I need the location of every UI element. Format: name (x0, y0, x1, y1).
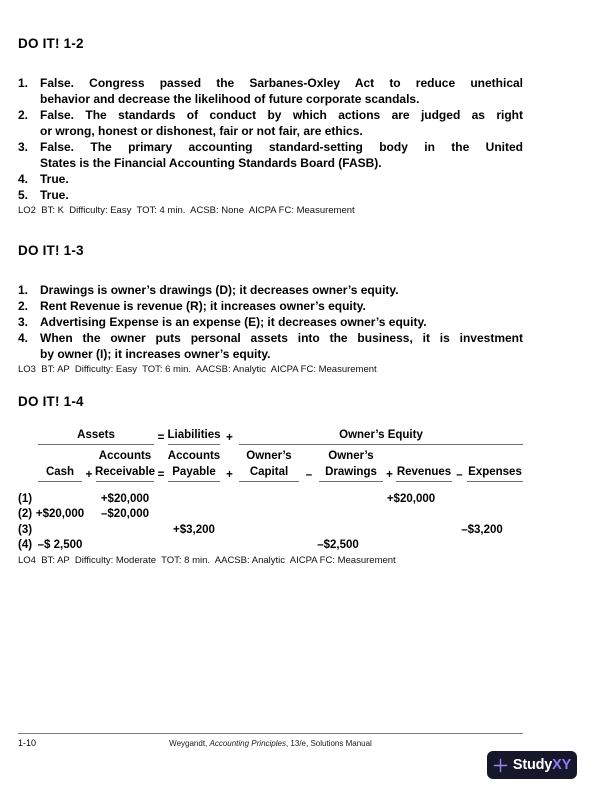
list-item (18, 171, 523, 187)
item-text: or wrong, honest or dishonest, fair or not fair, are ethics. (40, 124, 363, 138)
plus-sign: + (386, 469, 393, 481)
section-heading: DO IT! 1-4 (18, 394, 84, 409)
logo-text-study: Study (512, 757, 553, 773)
col-header-capital: Capital (239, 463, 299, 482)
item-number: 1. (18, 76, 29, 90)
item-number: 3. (18, 315, 29, 329)
section-do-it-1-2 (18, 36, 523, 217)
amount-receivable: –$20,000 (101, 508, 149, 521)
item-text: False. Congress passed the Sarbanes-Oxley Act to reduce unethical (40, 76, 523, 90)
item-number: 4. (18, 172, 29, 186)
amount-drawings: –$2,500 (317, 539, 359, 552)
table-column-header-row (18, 463, 523, 482)
numbered-list (18, 282, 523, 362)
item-number: 2. (18, 108, 29, 122)
item-number: 3. (18, 140, 29, 154)
amount-expenses: –$3,200 (461, 523, 503, 536)
amount-cash: –$ 2,500 (37, 539, 83, 552)
col-header-drawings: Drawings (319, 463, 383, 482)
table-row (18, 491, 523, 507)
logo-text-xy: XY (552, 757, 572, 773)
equals-sign: = (157, 469, 165, 481)
footer-citation (18, 739, 523, 748)
list-item (18, 107, 523, 139)
table-subheader-row (18, 448, 523, 463)
subheader-accounts: Accounts (167, 450, 221, 462)
item-text: by owner (I); it increases owner’s equity. (40, 347, 271, 361)
plus-icon (493, 758, 508, 773)
col-header-receivable: Receivable (96, 463, 154, 482)
lo-metadata-line: LO4 BT: AP Difficulty: Moderate TOT: 8 min. AACSB: Analytic AICPA FC: Measurement (18, 555, 396, 566)
plus-sign: + (226, 432, 233, 444)
amount-revenues: +$20,000 (386, 492, 436, 505)
row-label: (2) (18, 508, 33, 521)
item-number: 5. (18, 188, 29, 202)
subheader-owners: Owner’s (246, 450, 292, 462)
item-number: 2. (18, 299, 29, 313)
row-label: (4) (18, 539, 33, 552)
equals-sign: = (157, 432, 165, 444)
footer-divider (18, 733, 523, 734)
citation-author: Weygandt, (169, 739, 210, 748)
list-item (18, 75, 523, 107)
section-heading: DO IT! 1-2 (18, 36, 84, 51)
col-header-expenses: Expenses (467, 463, 523, 482)
col-header-payable: Payable (168, 463, 220, 482)
section-heading: DO IT! 1-3 (18, 243, 84, 258)
amount-cash: +$20,000 (35, 508, 85, 521)
page-number: 1-10 (18, 738, 37, 748)
row-label: (1) (18, 492, 33, 505)
item-text: States is the Financial Accounting Standards Board (FASB). (40, 156, 382, 170)
studyxy-logo (487, 751, 577, 779)
lo-metadata-line: LO3 BT: AP Difficulty: Easy TOT: 6 min. AACSB: Analytic AICPA FC: Measurement (18, 364, 377, 375)
group-header-liabilities: Liabilities (168, 426, 220, 445)
table-group-header-row (18, 426, 523, 445)
item-text: Drawings is owner’s drawings (D); it decreases owner’s equity. (40, 283, 399, 297)
amount-payable: +$3,200 (173, 523, 215, 536)
list-item (18, 298, 523, 314)
amount-receivable: +$20,000 (100, 492, 150, 505)
item-text: Rent Revenue is revenue (R); it increases owner’s equity. (40, 299, 366, 313)
subheader-accounts: Accounts (98, 450, 152, 462)
subheader-owners: Owner’s (328, 450, 374, 462)
group-header-owners-equity: Owner’s Equity (239, 426, 523, 445)
list-item (18, 314, 523, 330)
section-do-it-1-3 (18, 243, 523, 376)
list-item (18, 139, 523, 171)
item-text: False. The standards of conduct by which actions are judged as right (40, 108, 523, 122)
col-header-revenues: Revenues (396, 463, 452, 482)
lo-metadata-line: LO2 BT: K Difficulty: Easy TOT: 4 min. ACSB: None AICPA FC: Measurement (18, 205, 355, 216)
item-text: When the owner puts personal assets into the business, it is investment (40, 331, 523, 345)
item-text: behavior and decrease the likelihood of future corporate scandals. (40, 92, 420, 106)
list-item (18, 282, 523, 298)
plus-sign: + (226, 469, 233, 481)
numbered-list (18, 75, 523, 203)
plus-sign: + (85, 469, 93, 481)
list-item (18, 330, 523, 362)
minus-sign: – (305, 469, 313, 481)
item-text: False. The primary accounting standard-setting body in the United (40, 140, 523, 154)
logo-text (513, 757, 571, 773)
accounting-equation-table (18, 426, 523, 553)
row-label: (3) (18, 523, 33, 536)
item-text: True. (40, 188, 69, 202)
item-text: Advertising Expense is an expense (E); it decreases owner’s equity. (40, 315, 427, 329)
item-number: 4. (18, 331, 29, 345)
list-item (18, 187, 523, 203)
citation-book-title: Accounting Principles (209, 739, 286, 748)
table-row (18, 522, 523, 538)
citation-edition: , 13/e, Solutions Manual (285, 739, 372, 748)
col-header-cash: Cash (38, 463, 82, 482)
item-text: True. (40, 172, 69, 186)
item-number: 1. (18, 283, 29, 297)
group-header-assets: Assets (38, 426, 154, 445)
section-do-it-1-4 (18, 394, 523, 567)
table-row (18, 507, 523, 523)
minus-sign: – (456, 469, 463, 481)
table-row (18, 538, 523, 554)
